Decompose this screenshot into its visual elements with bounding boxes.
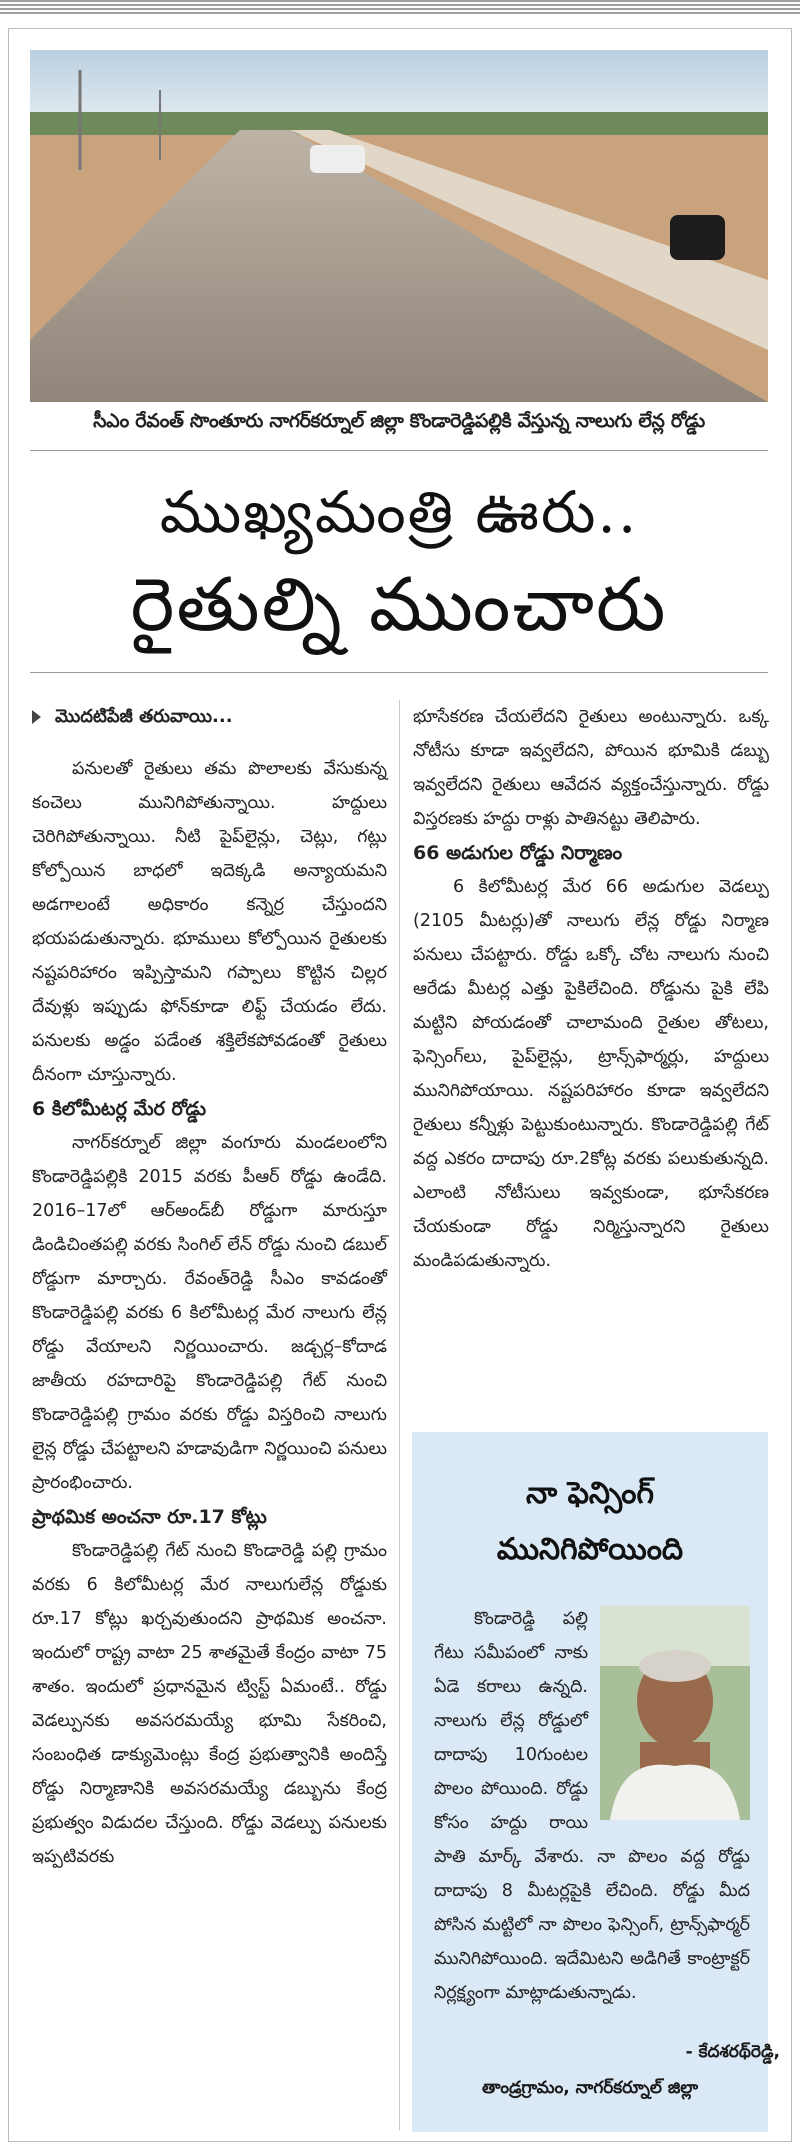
subheading: 6 కిలోమీటర్ల మేర రోడ్డు [32, 1098, 207, 1120]
quote-title [412, 1466, 768, 1578]
chevron-right-icon [32, 710, 41, 724]
subheading: ప్రాథమిక అంచనా రూ.17 కోట్లు [32, 1506, 267, 1528]
farmer-portrait [600, 1606, 750, 1820]
road-photo [30, 50, 768, 402]
headline-divider [30, 672, 768, 673]
continued-marker [32, 700, 387, 734]
column-rule [399, 700, 400, 2130]
paragraph: నాగర్‌కర్నూల్ జిల్లా వంగూరు మండలంలోని కొండారెడ్డిపల్లికి 2015 వరకు పీఆర్ రోడ్డు ఉండేది. 2016–17లో ఆర్‌అండ్‌బీ రోడ్డుగా మారుస్తూ డిండిచింతపల్లి వరకు సింగిల్ లేన్ రోడ్డు నుంచి డబుల్ రోడ్డుగా మార్చారు. రేవంత్‌రెడ్డి సీఎం కావడంతో కొండారెడ్డిపల్లి వరకు 6 కిలోమీటర్ల మేర నాలుగు లేన్ల రోడ్డు వేయాలని నిర్ణయించారు. జడ్చర్ల–కోదాడ జాతీయ రహదారిపై కొండారెడ్డిపల్లి గేట్ నుంచి కొండారెడ్డిపల్లి గ్రామం వరకు రోడ్డు విస్తరించి నాలుగు లైన్ల రోడ్డు చేపట్టాలని హడావుడిగా నిర్ణయించి పనులు ప్రారంభించారు. [32, 1133, 387, 1493]
subheading: 66 అడుగుల రోడ్డు నిర్మాణం [413, 842, 623, 864]
paragraph: భూసేకరణ చేయలేదని రైతులు అంటున్నారు. ఒక్క నోటీసు కూడా ఇవ్వలేదని, పోయిన భూమికి డబ్బు ఇవ్వలేదని రైతులు ఆవేదన వ్యక్తంచేస్తున్నారు. రోడ్డు విస్తరణకు హద్దు రాళ్లు పాతినట్టు తెలిపారు. [413, 707, 769, 829]
top-rule [0, 0, 800, 14]
left-column [32, 700, 387, 1874]
quote-place: తాండ్రగ్రామం, నాగర్‌కర్నూల్ జిల్లా [481, 2078, 699, 2098]
quote-signature: - కేదశరథ్‌రెడ్డి, [685, 2042, 780, 2062]
quote-box [412, 1432, 768, 2132]
caption-divider [30, 450, 768, 451]
quote-title-line-2: మునిగిపోయింది [496, 1532, 684, 1567]
continued-label: మొదటిపేజీ తరువాయి... [55, 706, 233, 727]
headline-line-1: ముఖ్యమంత్రి ఊరు.. [159, 478, 639, 546]
paragraph: 6 కిలోమీటర్ల మేర 66 అడుగుల వెడల్పు (2105 మీటర్లు)తో నాలుగు లేన్ల రోడ్డు నిర్మాణ పనులు చేపట్టారు. రోడ్డు ఒక్కో చోట నాలుగు నుంచి ఆరేడు మీటర్ల ఎత్తు పైకిలేచింది. రోడ్డును పైకి లేపి మట్టిని పోయడంతో చాలామంది రైతుల తోటలు, ఫెన్సింగ్‌లు, పైప్‌లైన్లు, ట్రాన్స్‌ఫార్మర్లు, హద్దులు మునిగిపోయాయి. నష్టపరిహారం కూడా ఇవ్వలేదని రైతులు కన్నీళ్లు పెట్టుకుంటున్నారు. కొండారెడ్డిపల్లి గేట్ వద్ద ఎకరం దాదాపు రూ.2కోట్ల వరకు పలుకుతున్నది. ఎలాంటి నోటీసులు ఇవ్వకుండా, భూసేకరణ చేయకుండా రోడ్డు నిర్మిస్తున్నారని రైతులు మండిపడుతున్నారు. [413, 877, 769, 1271]
quote-text: కొండారెడ్డి పల్లి గేటు సమీపంలో నాకు ఏడె కరాలు ఉన్నది. నాలుగు లేన్ల రోడ్డులో దాదాపు 10గుంటల పొలం పోయింది. రోడ్డు కోసం హద్దు రాయి పాతి మార్క్ వేశారు. నా పొలం వద్ద రోడ్డు దాదాపు 8 మీటర్లపైకి లేచింది. రోడ్డు మీద పోసిన మట్టిలో నా పొలం ఫెన్సింగ్, ట్రాన్స్‌ఫార్మర్ మునిగిపోయింది. ఇదేమిటని అడిగితే కాంట్రాక్టర్ నిర్లక్ష్యంగా మాట్లాడుతున్నాడు. [434, 1609, 750, 2003]
paragraph: పనులతో రైతులు తమ పొలాలకు వేసుకున్న కంచెలు మునిగిపోతున్నాయి. హద్దులు చెరిగిపోతున్నాయి. నీటి పైప్‌లైన్లు, చెట్లు, గట్లు కోల్పోయిన బాధలో ఇదెక్కడి అన్యాయమని అడగాలంటే అధికారం కన్నెర్ర చేస్తుందని భయపడుతున్నారు. భూములు కోల్పోయిన రైతులకు నష్టపరిహారం ఇప్పిస్తామని గప్పాలు కొట్టిన చిల్లర దేవుళ్లు ఇప్పుడు ఫోన్‌కూడా లిఫ్ట్ చేయడం లేదు. పనులకు అడ్డం పడేంత శక్తిలేకపోవడంతో రైతులు దీనంగా చూస్తున్నారు. [32, 759, 387, 1085]
headline-line-2: రైతుల్ని ముంచారు [130, 562, 668, 648]
right-column [413, 700, 769, 1278]
quote-body [434, 1602, 750, 2010]
paragraph: కొండారెడ్డిపల్లి గేట్ నుంచి కొండారెడ్డి పల్లి గ్రామం వరకు 6 కిలోమీటర్ల మేర నాలుగులేన్ల రోడ్డుకు రూ.17 కోట్లు ఖర్చవుతుందని ప్రాథమిక అంచనా. ఇందులో రాష్ట్ర వాటా 25 శాతమైతే కేంద్రం వాటా 75 శాతం. ఇందులో ప్రధానమైన ట్విస్ట్ ఏమంటే.. రోడ్డు వెడల్పునకు అవసరమయ్యే భూమి సేకరించి, సంబంధిత డాక్యుమెంట్లు కేంద్ర ప్రభుత్వానికి అందిస్తే రోడ్డు నిర్మాణానికి అవసరమయ్యే డబ్బును కేంద్ర ప్రభుత్వం విడుదల చేస్తుంది. రోడ్డు వెడల్పు పనులకు ఇప్పటివరకు [32, 1541, 387, 1867]
photo-caption: సీఎం రేవంత్ సొంతూరు నాగర్‌కర్నూల్ జిల్లా కొండారెడ్డిపల్లికి వేస్తున్న నాలుగు లేన్ల రోడ్డు [93, 410, 705, 432]
quote-title-line-1: నా ఫెన్సింగ్ [525, 1476, 654, 1511]
